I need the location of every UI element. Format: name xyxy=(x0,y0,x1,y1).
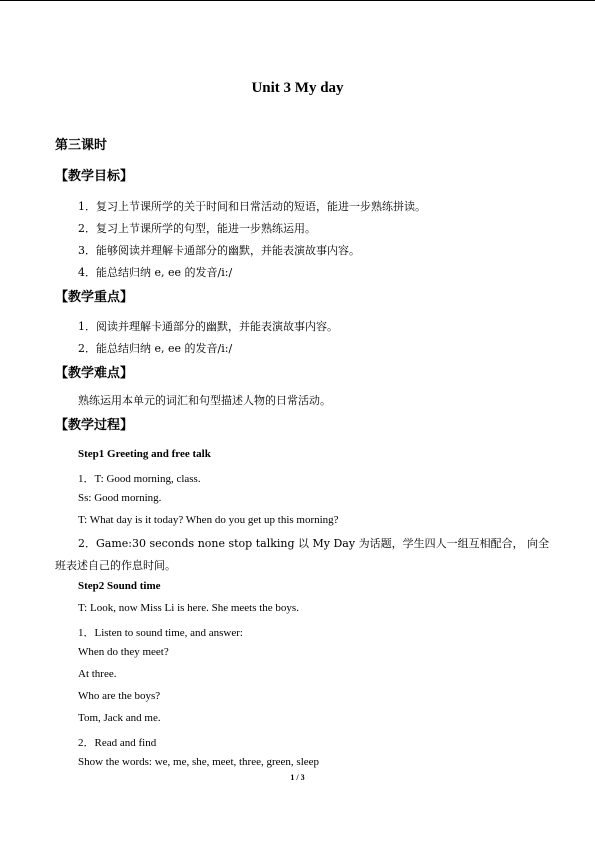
page-number: 1 / 3 xyxy=(290,773,305,782)
key-point-item: 2．能总结归纳 e, ee 的发音/i:/ xyxy=(78,342,233,355)
key-points-heading: 【教学重点】 xyxy=(55,290,134,305)
step2-line: Who are the boys? xyxy=(78,690,161,702)
objective-item: 2．复习上节课所学的句型，能进一步熟练运用。 xyxy=(78,222,316,235)
step1-title: Step1 Greeting and free talk xyxy=(78,448,211,460)
step1-game-line-cont: 班表述自己的作息时间。 xyxy=(55,559,176,572)
lesson-heading: 第三课时 xyxy=(55,138,108,153)
step2-line: T: Look, now Miss Li is here. She meets the boys. xyxy=(78,602,299,614)
step2-line: At three. xyxy=(78,668,117,680)
step1-game-line: 2．Game:30 seconds none stop talking 以 My Day 为话题，学生四人一组互相配合， 向全 xyxy=(78,537,550,550)
step2-title: Step2 Sound time xyxy=(78,580,161,592)
step2-line: 1．Listen to sound time, and answer: xyxy=(78,627,243,639)
objective-item: 4．能总结归纳 e, ee 的发音/i:/ xyxy=(78,266,233,279)
page-title: Unit 3 My day xyxy=(251,80,344,96)
difficulties-heading: 【教学难点】 xyxy=(55,366,134,381)
difficulty-item: 熟练运用本单元的词汇和句型描述人物的日常活动。 xyxy=(78,394,331,407)
key-point-item: 1．阅读并理解卡通部分的幽默，并能表演故事内容。 xyxy=(78,320,338,333)
process-heading: 【教学过程】 xyxy=(55,418,134,433)
top-rule xyxy=(0,0,595,1)
step1-line: Ss: Good morning. xyxy=(78,492,162,504)
step2-line: 2．Read and find xyxy=(78,737,157,749)
step1-line: 1．T: Good morning, class. xyxy=(78,473,201,485)
objective-item: 3．能够阅读并理解卡通部分的幽默，并能表演故事内容。 xyxy=(78,244,360,257)
step2-line: When do they meet? xyxy=(78,646,169,658)
objectives-heading: 【教学目标】 xyxy=(55,169,134,184)
step2-line: Tom, Jack and me. xyxy=(78,712,161,724)
step1-line: T: What day is it today? When do you get up this morning? xyxy=(78,514,339,526)
step2-line: Show the words: we, me, she, meet, three, green, sleep xyxy=(78,756,320,768)
objective-item: 1．复习上节课所学的关于时间和日常活动的短语，能进一步熟练拼读。 xyxy=(78,200,426,213)
